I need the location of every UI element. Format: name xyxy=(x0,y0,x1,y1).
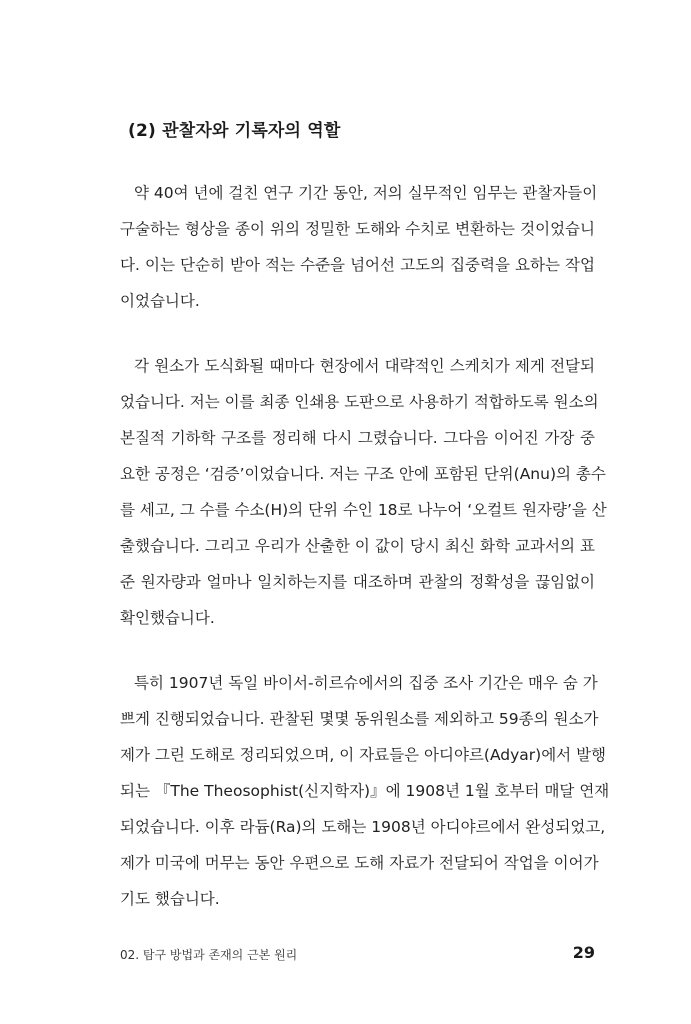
paragraph-2-line-4: 요한 공정은 ‘검증’이었습니다. 저는 구조 안에 포함된 단위(Anu)의 총수 xyxy=(120,465,606,483)
paragraph-3-line-6: 제가 미국에 머무는 동안 우편으로 도해 자료가 전달되어 작업을 이어가 xyxy=(120,854,599,872)
section-heading: (2) 관찰자와 기록자의 역할 xyxy=(128,121,341,141)
paragraph-1-line-4: 이었습니다. xyxy=(120,292,200,310)
paragraph-2-line-7: 준 원자량과 얼마나 일치하는지를 대조하며 관찰의 정확성을 끊임없이 xyxy=(120,573,595,591)
paragraph-3-line-1: 특히 1907년 독일 바이서-히르슈에서의 집중 조사 기간은 매우 숨 가 xyxy=(134,674,598,692)
paragraph-3-line-3: 제가 그린 도해로 정리되었으며, 이 자료들은 아디야르(Adyar)에서 발행 xyxy=(120,746,607,764)
paragraph-3-line-7: 기도 했습니다. xyxy=(120,890,220,908)
paragraph-1-line-1: 약 40여 년에 걸친 연구 기간 동안, 저의 실무적인 임무는 관찰자들이 xyxy=(134,184,598,202)
paragraph-2-line-5: 를 세고, 그 수를 수소(H)의 단위 수인 18로 나누어 ‘오컬트 원자량’을 산 xyxy=(120,501,607,519)
paragraph-2-line-6: 출했습니다. 그리고 우리가 산출한 이 값이 당시 최신 화학 교과서의 표 xyxy=(120,537,595,555)
paragraph-2-line-8: 확인했습니다. xyxy=(120,609,215,627)
page-number: 29 xyxy=(572,943,595,962)
paragraph-3-line-2: 쁘게 진행되었습니다. 관찰된 몇몇 동위원소를 제외하고 59종의 원소가 xyxy=(120,710,599,728)
paragraph-1-line-3: 다. 이는 단순히 받아 적는 수준을 넘어선 고도의 집중력을 요하는 작업 xyxy=(120,256,595,274)
paragraph-3-line-5: 되었습니다. 이후 라듐(Ra)의 도해는 1908년 아디야르에서 완성되었고, xyxy=(120,818,606,836)
paragraph-3-line-4: 되는 『The Theosophist(신지학자)』에 1908년 1월 호부터 매달 연재 xyxy=(120,782,610,800)
paragraph-2-line-3: 본질적 기하학 구조를 정리해 다시 그렸습니다. 그다음 이어진 가장 중 xyxy=(120,429,595,447)
footer-chapter-title: 02. 탐구 방법과 존재의 근본 원리 xyxy=(120,948,298,962)
paragraph-2-line-2: 었습니다. 저는 이를 최종 인쇄용 도판으로 사용하기 적합하도록 원소의 xyxy=(120,393,599,411)
paragraph-2-line-1: 각 원소가 도식화될 때마다 현장에서 대략적인 스케치가 제게 전달되 xyxy=(134,357,595,375)
paragraph-1-line-2: 구술하는 형상을 종이 위의 정밀한 도해와 수치로 변환하는 것이었습니 xyxy=(120,220,595,238)
